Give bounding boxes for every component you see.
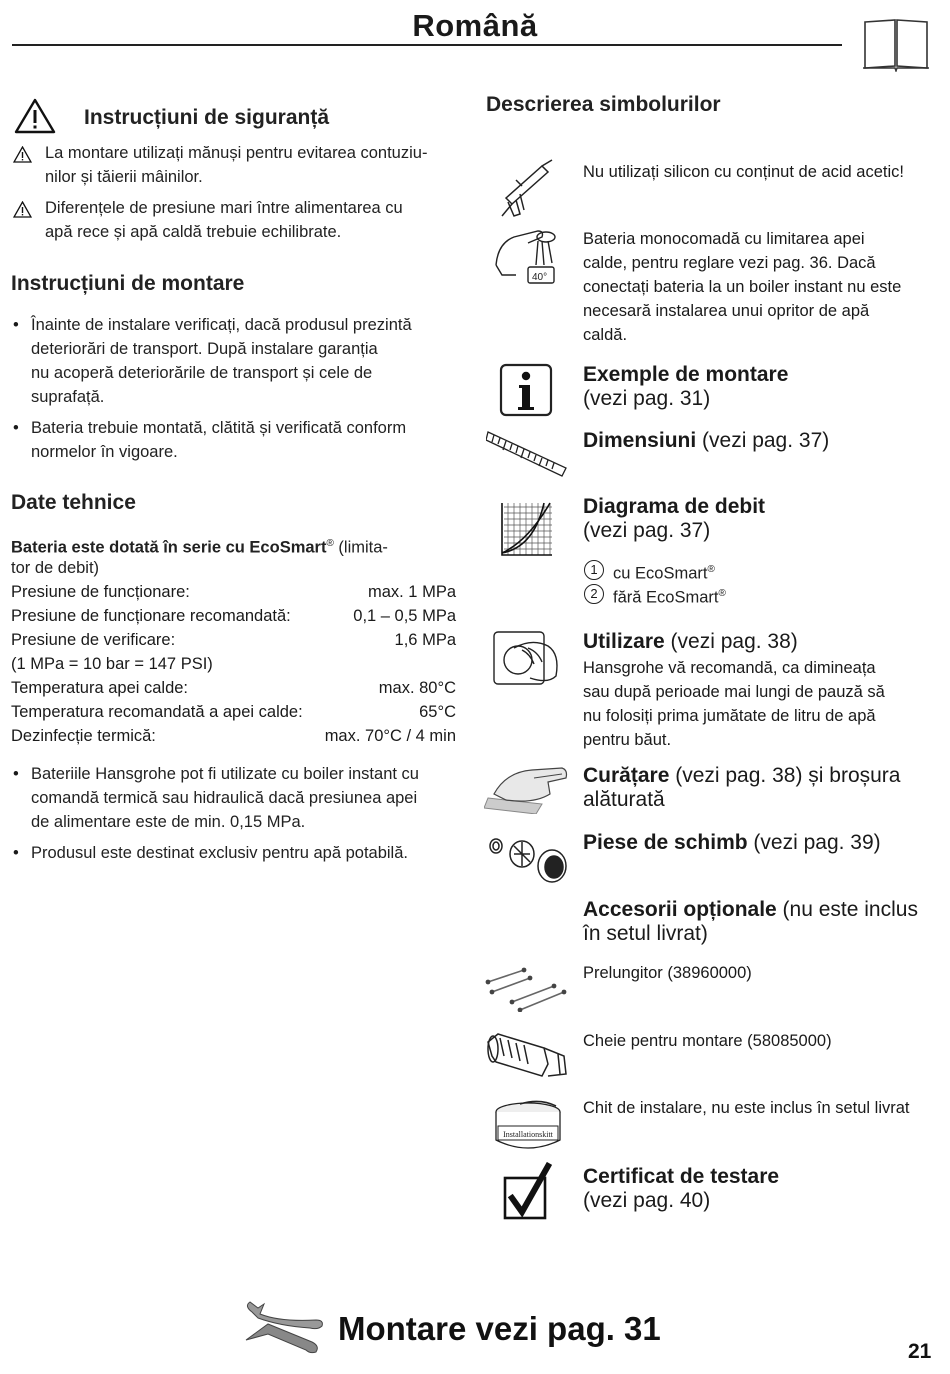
safety-item-2-line-2: apă rece și apă caldă trebuie echilibrate. — [45, 223, 342, 241]
single-line-2: calde, pentru reglare vezi pag. 36. Dacă — [583, 254, 876, 272]
spec-value: max. 70°C / 4 min — [324, 727, 456, 745]
mounting-b1-line-4: suprafață. — [31, 388, 105, 406]
accessories-ref: (nu este inclus — [776, 898, 918, 921]
spec-value: 1,6 MPa — [394, 631, 456, 649]
cleaning-line-2: alăturată — [583, 788, 665, 811]
single-line-4: necesară instalarea unui opritor de apă — [583, 302, 870, 320]
dimensions-bold: Dimensiuni — [583, 429, 697, 452]
cert-heading — [583, 1165, 943, 1189]
spec-label: (1 MPa = 10 bar = 147 PSI) — [11, 655, 213, 673]
usage-line-4: pentru băut. — [583, 731, 672, 749]
wrench-screwdriver-icon — [240, 1300, 326, 1356]
spec-row — [11, 700, 456, 724]
spec-label: Temperatura recomandată a apei calde: — [11, 703, 303, 721]
warning-icon — [14, 98, 56, 134]
mounting-b2-line-2: normelor în vigoare. — [31, 443, 178, 461]
flow-diagram-icon — [498, 501, 554, 557]
usage-bold: Utilizare — [583, 630, 665, 653]
cert-bold: Certificat de testare — [583, 1165, 780, 1188]
circled-number-1: 1 — [584, 560, 604, 580]
spec-value: max. 1 MPa — [367, 583, 456, 601]
thermometer-label: 40° — [532, 272, 548, 283]
spec-label: Dezinfecție termică: — [11, 727, 156, 745]
bullet-dot: • — [13, 316, 19, 334]
spares-ref: (vezi pag. 39) — [747, 831, 881, 854]
hand-thermometer-icon — [492, 225, 562, 287]
examples-heading — [583, 363, 943, 387]
bullet-dot: • — [13, 765, 19, 783]
mounting-b1-line-2: deteriorări de transport. După instalare garanția — [31, 340, 378, 358]
usage-line-3: nu folosiți prima jumătate de litru de apă — [583, 707, 876, 725]
safety-item-1-line-2: nilor și tăierii mâinilor. — [45, 168, 203, 186]
spec-row — [11, 580, 456, 604]
spares-bold: Piese de schimb — [583, 831, 748, 854]
spec-value: 0,1 – 0,5 MPa — [353, 607, 456, 625]
dimensions-ref: (vezi pag. 37) — [696, 429, 830, 452]
putty-text: Chit de instalare, nu este inclus în setul livrat — [583, 1099, 910, 1117]
tech-b2-line-1: Produsul este destinat exclusiv pentru apă potabilă. — [31, 844, 408, 862]
putty-can-label: Installationskitt — [503, 1130, 553, 1139]
book-icon — [862, 16, 930, 72]
single-line-5: caldă. — [583, 326, 628, 344]
examples-ref: (vezi pag. 31) — [583, 387, 711, 410]
tech-intro-line-2: tor de debit) — [11, 559, 100, 577]
mounting-key-icon — [482, 1028, 574, 1084]
tech-b1-line-1: Bateriile Hansgrohe pot fi utilizate cu boiler instant cu — [31, 765, 419, 783]
silicone-gun-icon — [494, 158, 560, 218]
spec-value: 65°C — [419, 703, 456, 721]
cleaning-cloth-icon — [484, 764, 570, 814]
spec-row — [11, 676, 456, 700]
flow-option-2-text: fără EcoSmart — [613, 588, 719, 607]
flow-heading — [583, 495, 943, 519]
bullet-dot: • — [13, 419, 19, 437]
usage-line-1: Hansgrohe vă recomandă, ca dimineața — [583, 659, 876, 677]
page-number: 21 — [908, 1340, 932, 1363]
warning-small-icon — [13, 201, 32, 218]
registered-mark: ® — [718, 588, 726, 599]
tech-intro-bold: Bateria este dotată în serie cu EcoSmart — [11, 538, 327, 557]
hand-handle-icon — [490, 628, 562, 688]
warning-small-icon — [13, 146, 32, 163]
bullet-dot: • — [13, 844, 19, 862]
spec-value: max. 80°C — [378, 679, 456, 697]
spec-row — [11, 628, 456, 652]
footer-mount-text: Montare vezi pag. 31 — [338, 1310, 661, 1347]
checkbox-certificate-icon — [502, 1162, 554, 1222]
safety-title: Instrucțiuni de siguranță — [84, 106, 330, 129]
silicone-text: Nu utilizați silicon cu conținut de acid acetic! — [583, 163, 904, 181]
tech-b1-line-3: de alimentare este de min. 0,15 MPa. — [31, 813, 306, 831]
cleaning-heading — [583, 764, 943, 788]
symbols-title: Descrierea simbolurilor — [486, 93, 721, 116]
key-text: Cheie pentru montare (58085000) — [583, 1032, 832, 1050]
mounting-b2-line-1: Bateria trebuie montată, clătită și verificată conform — [31, 419, 407, 437]
usage-ref: (vezi pag. 38) — [664, 630, 798, 653]
spec-row — [11, 604, 456, 628]
spec-row — [11, 652, 456, 676]
single-line-3: conectați bateria la un boiler instant nu este — [583, 278, 902, 296]
safety-item-2-line-1: Diferențele de presiune mari între alimentarea cu — [45, 199, 403, 217]
accessories-bold: Accesorii opționale — [583, 898, 777, 921]
mounting-b1-line-1: Înainte de instalare verificați, dacă produsul prezintă — [31, 316, 412, 334]
circled-number-2: 2 — [584, 584, 604, 604]
single-line-1: Bateria monocomadă cu limitarea apei — [583, 230, 865, 248]
mounting-b1-line-3: nu acoperă deteriorările de transport și cele de — [31, 364, 373, 382]
mounting-title: Instrucțiuni de montare — [11, 272, 245, 295]
spare-parts-icon — [486, 828, 572, 888]
flow-bold: Diagrama de debit — [583, 495, 766, 518]
cleaning-ref: (vezi pag. 38) și broșura — [669, 764, 901, 787]
usage-heading — [583, 630, 943, 654]
extension-hoses-icon — [484, 962, 572, 1012]
ruler-icon — [486, 428, 570, 480]
tech-title: Date tehnice — [11, 491, 136, 514]
safety-item-1-line-1: La montare utilizați mănuși pentru evitarea contuziu- — [45, 144, 428, 162]
spec-label: Temperatura apei calde: — [11, 679, 189, 697]
cleaning-bold: Curățare — [583, 764, 670, 787]
spec-label: Presiune de verificare: — [11, 631, 176, 649]
flow-option-1-text: cu EcoSmart — [613, 564, 708, 583]
accessories-heading — [583, 898, 943, 922]
usage-line-2: sau după perioade mai lungi de pauză să — [583, 683, 885, 701]
page-language-title: Română — [412, 8, 538, 43]
extension-text: Prelungitor (38960000) — [583, 964, 752, 982]
tech-intro-rest: (limita- — [333, 538, 388, 557]
dimensions-heading — [583, 429, 943, 453]
accessories-line-2: în setul livrat) — [583, 922, 708, 945]
info-icon — [499, 363, 553, 417]
cert-ref: (vezi pag. 40) — [583, 1189, 711, 1212]
flow-option-2 — [613, 582, 726, 610]
putty-can-icon — [490, 1098, 568, 1154]
spec-row — [11, 724, 456, 748]
registered-mark: ® — [707, 564, 715, 575]
spec-label: Presiune de funcționare: — [11, 583, 190, 601]
flow-ref: (vezi pag. 37) — [583, 519, 711, 542]
tech-b1-line-2: comandă termică sau hidraulică dacă presiunea apei — [31, 789, 418, 807]
spec-label: Presiune de funcționare recomandată: — [11, 607, 291, 625]
registered-mark: ® — [326, 538, 334, 549]
header-rule — [12, 44, 842, 46]
examples-bold: Exemple de montare — [583, 363, 789, 386]
spares-heading — [583, 831, 943, 855]
